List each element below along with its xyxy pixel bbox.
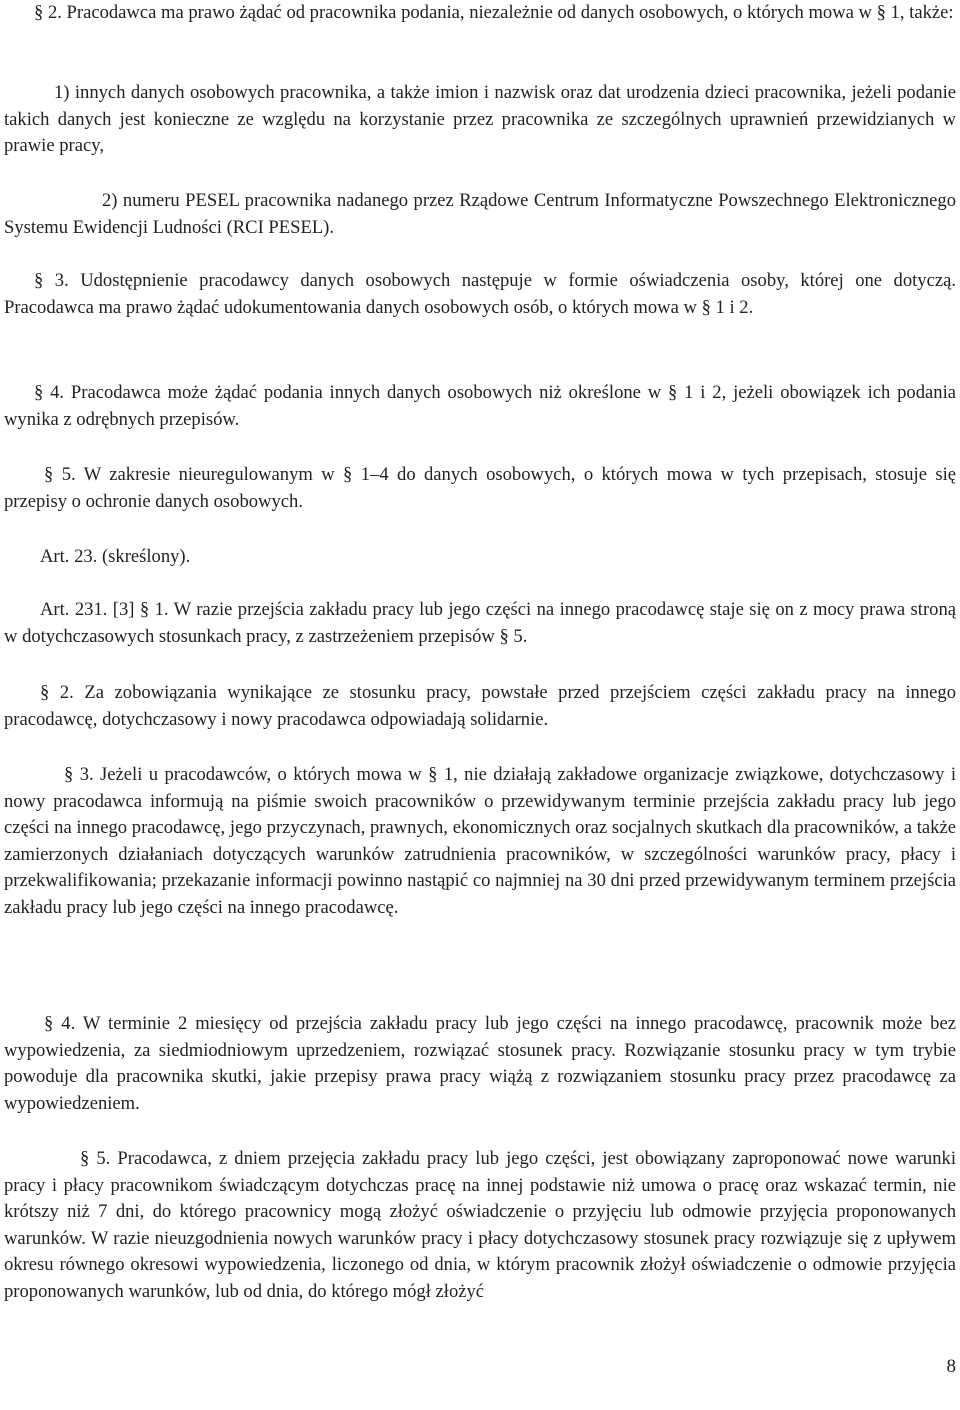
paragraph-p1: § 2. Pracodawca ma prawo żądać od pracownika podania, niezależnie od danych osobowych, o których mowa w § 1, także: (34, 2, 954, 23)
paragraph-p9: § 2. Za zobowiązania wynikające ze stosunku pracy, powstałe przed przejściem części zakładu pracy na innego pracodawcę, dotychczasowy i nowy pracodawca odpowiadają solidarnie. (4, 682, 956, 730)
paragraph-p10: § 3. Jeżeli u pracodawców, o których mowa w § 1, nie działają zakładowe organizacje związkowe, dotychczasowy i nowy pracodawca informują na piśmie swoich pracowników o przewidywanym terminie przejścia zakładu pracy lub jego części na innego pracodawcę, jego przyczynach, prawnych, ekonomicznych oraz socjalnych skutkach dla pracowników, a także zamierzonych działaniach dotyczących warunków zatrudnienia pracowników, w szczególności warunków pracy, płacy i przekwalifikowania; przekazanie informacji powinno nastąpić co najmniej na 30 dni przed przewidywanym terminem przejścia zakładu pracy lub jego części na innego pracodawcę. (4, 764, 956, 918)
paragraph-p2: 1) innych danych osobowych pracownika, a także imion i nazwisk oraz dat urodzenia dzieci pracownika, jeżeli podanie takich danych jest konieczne ze względu na korzystanie przez pracownika ze szczególnych uprawnień przewidzianych w prawie pracy, (4, 82, 956, 156)
paragraph-p5: § 4. Pracodawca może żądać podania innych danych osobowych niż określone w § 1 i 2, jeżeli obowiązek ich podania wynika z odrębnych przepisów. (4, 382, 956, 430)
paragraph-p6: § 5. W zakresie nieuregulowanym w § 1–4 do danych osobowych, o których mowa w tych przepisach, stosuje się przepisy o ochronie danych osobowych. (4, 464, 956, 512)
paragraph-p12: § 5. Pracodawca, z dniem przejęcia zakładu pracy lub jego części, jest obowiązany zaproponować nowe warunki pracy i płacy pracownikom świadczącym dotychczas pracę na innej podstawie niż umowa o pracę oraz wskazać termin, nie krótszy niż 7 dni, do którego pracownicy mogą złożyć oświadczenie o przyjęciu lub odmowie przyjęcia proponowanych warunków. W razie nieuzgodnienia nowych warunków pracy i płacy dotychczasowy stosunek pracy rozwiązuje się z upływem okresu równego okresowi wypowiedzenia, liczonego od dnia, w którym pracownik złożył oświadczenie o odmowie przyjęcia proponowanych warunków, lub od dnia, do którego mógł złożyć (4, 1148, 956, 1302)
page-number: 8 (946, 1356, 956, 1377)
paragraph-p4: § 3. Udostępnienie pracodawcy danych osobowych następuje w formie oświadczenia osoby, której one dotyczą. Pracodawca ma prawo żądać udokumentowania danych osobowych osób, o których mowa w § 1 i 2. (4, 270, 956, 318)
paragraph-p3: 2) numeru PESEL pracownika nadanego przez Rządowe Centrum Informatyczne Powszechnego Elektronicznego Systemu Ewidencji Ludności (RCI PESEL). (4, 190, 956, 238)
paragraph-p7: Art. 23. (skreślony). (40, 546, 191, 567)
paragraph-p11: § 4. W terminie 2 miesięcy od przejścia zakładu pracy lub jego części na innego pracodawcę, pracownik może bez wypowiedzenia, za siedmiodniowym uprzedzeniem, rozwiązać stosunek pracy. Rozwiązanie stosunku pracy w tym trybie powoduje dla pracownika skutki, jakie przepisy prawa pracy wiążą z rozwiązaniem stosunku pracy przez pracodawcę za wypowiedzeniem. (4, 1013, 956, 1114)
paragraph-p8: Art. 231. [3] § 1. W razie przejścia zakładu pracy lub jego części na innego pracodawcę staje się on z mocy prawa stroną w dotychczasowych stosunkach pracy, z zastrzeżeniem przepisów § 5. (4, 599, 956, 647)
